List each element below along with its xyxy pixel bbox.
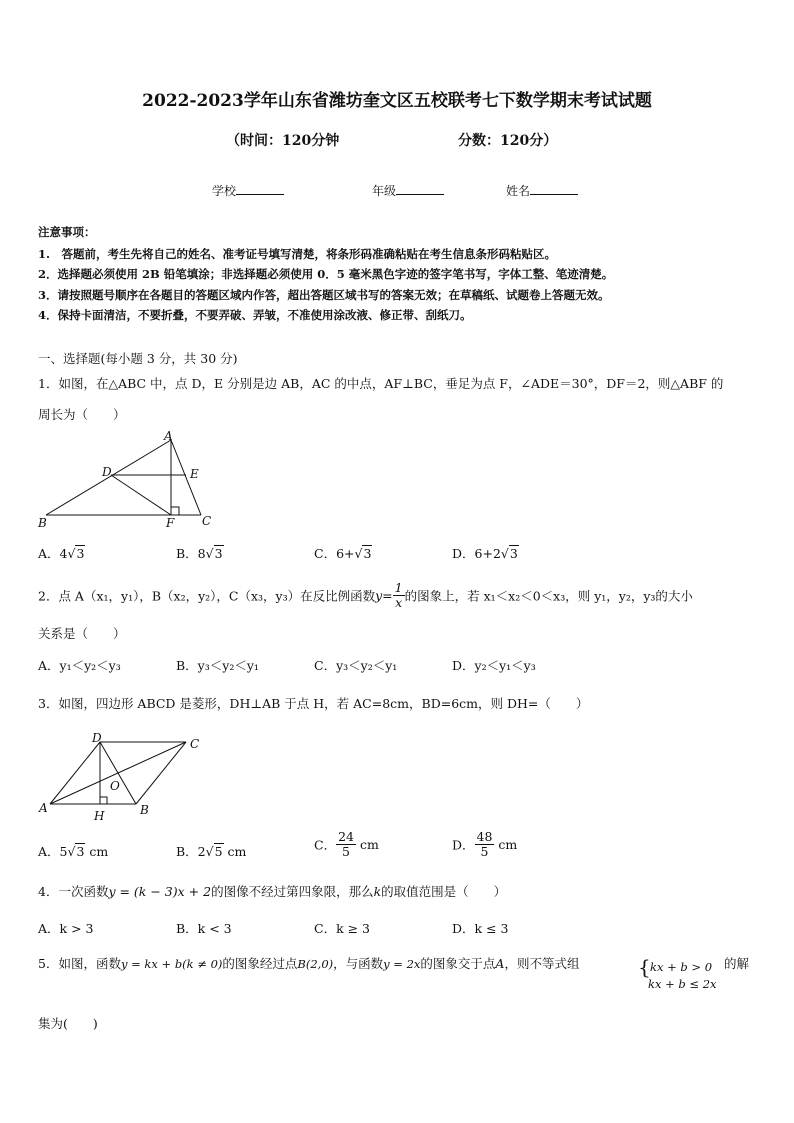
q3-text-line1: 3．如图，四边形 ABCD 是菱形，DH⊥AB 于点 H，若 AC=8cm，BD=6cm，则 DH=（ ） — [38, 696, 589, 711]
q1-text-line1: 1．如图，在△ABC 中，点 D，E 分别是边 AB，AC 的中点，AF⊥BC，垂足为点 F，∠ADE＝30°，DF＝2，则△ABF 的 — [38, 376, 724, 391]
q2-option-d[interactable]: D．y₂＜y₁＜y₃ — [452, 658, 536, 673]
notice-heading: 注意事项： — [38, 225, 96, 239]
q5-text-tail: 的解 — [724, 956, 750, 971]
school-label: 学校 — [212, 184, 237, 198]
notice-item-3: 3．请按照题号顺序在各题目的答题区域内作答，超出答题区域书写的答案无效；在草稿纸、试题卷上答题无效。 — [38, 288, 610, 302]
q3-option-c[interactable]: C． $\frac{24}{5}$ cm — [314, 829, 379, 859]
q3-label-a: A — [39, 801, 48, 815]
name-label: 姓名 — [506, 184, 531, 198]
q1-label-b: B — [38, 516, 47, 530]
q3-option-a[interactable]: A．5√3 cm — [38, 844, 109, 859]
grade-blank[interactable] — [396, 182, 444, 195]
q3-label-c: C — [190, 737, 200, 751]
notice-item-2: 2．选择题必须使用 2B 铅笔填涂；非选择题必须使用 0．5 毫米黑色字迹的签字笔书写，字体工整、笔迹清楚。 — [38, 267, 614, 281]
q5-text-line1: 5．如图，函数y = kx + b(k ≠ 0)的图象经过点B(2,0)，与函数y = 2x的图象交于点A，则不等式组 — [38, 956, 580, 971]
notice-item-4: 4．保持卡面清洁，不要折叠，不要弄破、弄皱，不准使用涂改液、修正带、刮纸刀。 — [38, 308, 472, 322]
q2-option-c[interactable]: C．y₃＜y₂＜y₁ — [314, 658, 398, 673]
q3-label-h: H — [94, 809, 105, 823]
q1-label-d: D — [102, 465, 112, 479]
q3-side-ad — [50, 742, 100, 804]
grade-field[interactable] — [372, 182, 444, 199]
q3-figure — [36, 730, 216, 825]
q1-option-d[interactable]: D．6+2√3 — [452, 546, 518, 561]
q4-option-d[interactable]: D．k ≤ 3 — [452, 921, 509, 936]
q2-option-a[interactable]: A．y₁＜y₂＜y₃ — [38, 658, 121, 673]
school-field[interactable] — [212, 182, 284, 199]
q3-label-b: B — [140, 803, 149, 817]
q1-text-line2: 周长为（ ） — [38, 407, 126, 422]
notice-item-1: 1. 答题前，考生先将自己的姓名、准考证号填写清楚，将条形码准确粘贴在考生信息条形码粘贴区。 — [38, 247, 556, 261]
q3-label-o: O — [110, 779, 120, 793]
section-heading: 一、选择题(每小题 3 分，共 30 分) — [38, 351, 238, 366]
q5-inequality-2: kx + b ≤ 2x — [648, 977, 717, 991]
q3-option-b[interactable]: B．2√5 cm — [176, 844, 247, 859]
q2-text-line1: 2．点 A（x₁，y₁），B（x₂，y₂），C（x₃，y₃）在反比例函数y= $\frac{1}{x}$ 的图象上，若 x₁＜x₂＜0＜x₃，则 y₁，y₂，y₃的大小 — [38, 580, 693, 610]
q1-right-angle-mark — [171, 507, 179, 515]
q4-option-a[interactable]: A．k > 3 — [38, 921, 94, 936]
q1-option-a[interactable]: A．4√3 — [38, 546, 85, 561]
q1-label-c: C — [202, 514, 212, 528]
name-field[interactable] — [506, 182, 578, 199]
q1-label-a: A — [164, 430, 173, 443]
q4-text-line1: 4．一次函数y = (k − 3)x + 2的图像不经过第四象限，那么k的取值范围是（ ） — [38, 884, 507, 899]
q4-function: y = (k − 3)x + 2 — [108, 884, 212, 899]
q2-text-line2: 关系是（ ） — [38, 626, 126, 641]
q1-label-e: E — [190, 467, 199, 481]
school-blank[interactable] — [236, 182, 284, 195]
q3-label-d: D — [92, 731, 102, 745]
exam-time: （时间：120分钟 — [226, 133, 340, 149]
page-title: 2022-2023学年山东省潍坊奎文区五校联考七下数学期末考试试题 — [142, 91, 652, 111]
q1-label-f: F — [166, 516, 175, 530]
q3-diagonal-bd — [100, 742, 136, 804]
exam-score: 分数：120分） — [458, 133, 558, 149]
q3-option-d[interactable]: D． $\frac{48}{5}$ cm — [452, 829, 518, 859]
q1-option-c[interactable]: C．6+√3 — [314, 546, 372, 561]
q3-side-cb — [136, 742, 186, 804]
q5-inequality-1: kx + b > 0 — [650, 960, 713, 974]
q4-option-c[interactable]: C．k ≥ 3 — [314, 921, 371, 936]
name-blank[interactable] — [530, 182, 578, 195]
q1-figure — [36, 430, 226, 530]
grade-label: 年级 — [372, 184, 397, 198]
q1-option-b[interactable]: B．8√3 — [176, 546, 223, 561]
q3-right-angle-mark — [100, 797, 107, 804]
q2-fraction: $\frac{1}{x}$ — [394, 580, 403, 610]
q2-option-b[interactable]: B．y₃＜y₂＜y₁ — [176, 658, 259, 673]
q1-segment-df — [111, 475, 171, 515]
q5-brace: { — [638, 955, 651, 979]
q5-text-line2: 集为( ) — [38, 1016, 98, 1031]
q4-option-b[interactable]: B．k < 3 — [176, 921, 232, 936]
